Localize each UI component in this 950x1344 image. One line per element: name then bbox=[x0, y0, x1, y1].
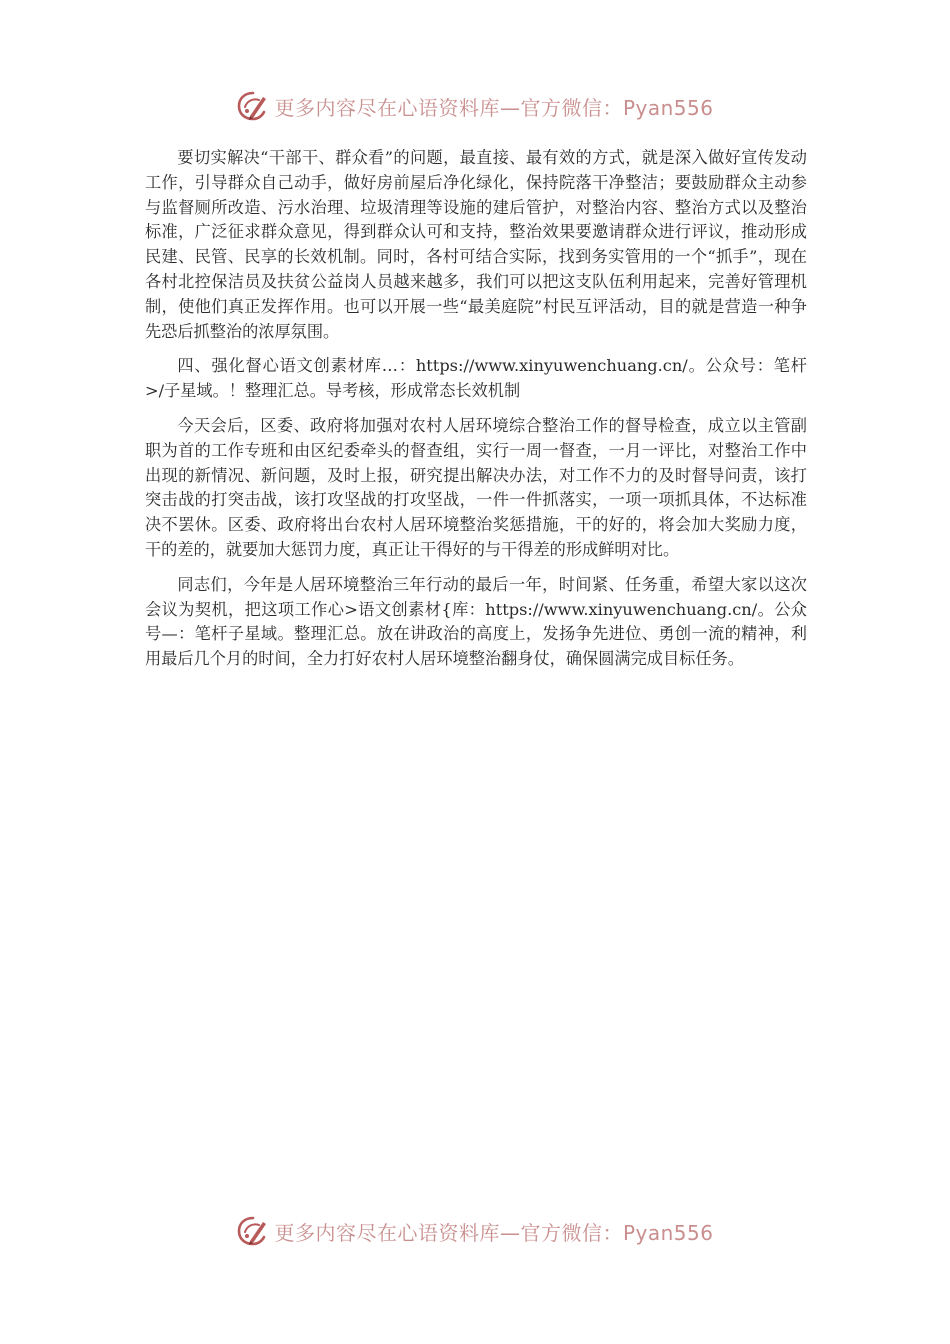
header-watermark-text: 更多内容尽在心语资料库—官方微信：Pyan556 bbox=[274, 95, 714, 120]
footer-watermark-text: 更多内容尽在心语资料库—官方微信：Pyan556 bbox=[274, 1220, 714, 1245]
paragraph-3: 今天会后，区委、政府将加强对农村人居环境综合整治工作的督导检查，成立以主管副职为首的工作专班和由区纪委牵头的督查组，实行一周一督查，一月一评比，对整治工作中出现的新情况、新问题，及时上报，研究提出解决办法，对工作不力的及时督导问责，该打突击战的打突击战，该打攻坚战的打攻坚战，一件一件抓落实，一项一项抓具体，不达标准决不罢休。区委、政府将出台农村人居环境整治奖惩措施，干的好的，将会加大奖励力度，干的差的，就要加大惩罚力度，真正让干得好的与干得差的形成鲜明对比。 bbox=[145, 415, 807, 559]
footer-watermark-banner bbox=[0, 1211, 950, 1251]
paragraph-2-heading: 四、强化督心语文创素材库…：https://www.xinyuwenchuang.cn/。公众号：笔杆>/子星域。！整理汇总。导考核，形成常态长效机制 bbox=[145, 356, 807, 401]
paragraph-4: 同志们，今年是人居环境整治三年行动的最后一年，时间紧、任务重，希望大家以这次会议为契机，把这项工作心>语文创素材{库：https://www.xinyuwenchuang.cn/。公众号—：笔杆子星域。整理汇总。放在讲政治的高度上，发扬争先进位、勇创一流的精神，利用最后几个月的时间，全力打好农村人居环境整治翻身仗，确保圆满完成目标任务。 bbox=[145, 574, 807, 669]
paragraph-1: 要切实解决“干部干、群众看”的问题，最直接、最有效的方式，就是深入做好宣传发动工作，引导群众自己动手，做好房前屋后净化绿化，保持院落干净整洁；要鼓励群众主动参与监督厕所改造、污水治理、垃圾清理等设施的建后管护，对整治内容、整治方式以及整治标准，广泛征求群众意见，得到群众认可和支持，整治效果要邀请群众进行评议，推动形成民建、民管、民享的长效机制。同时，各村可结合实际，找到务实管用的一个“抓手”，现在各村北控保洁员及扶贫公益岗人员越来越多，我们可以把这支队伍利用起来，完善好管理机制，使他们真正发挥作用。也可以开展一些“最美庭院”村民互评活动，目的就是营造一种争先恐后抓整治的浓厚氛围。 bbox=[145, 148, 807, 341]
pen-swirl-logo-icon bbox=[236, 1214, 270, 1248]
header-watermark-banner bbox=[0, 86, 950, 126]
document-body bbox=[145, 146, 807, 682]
footer-watermark-inner bbox=[236, 1214, 713, 1248]
pen-swirl-logo-icon bbox=[236, 89, 270, 123]
header-watermark-inner bbox=[236, 89, 713, 123]
